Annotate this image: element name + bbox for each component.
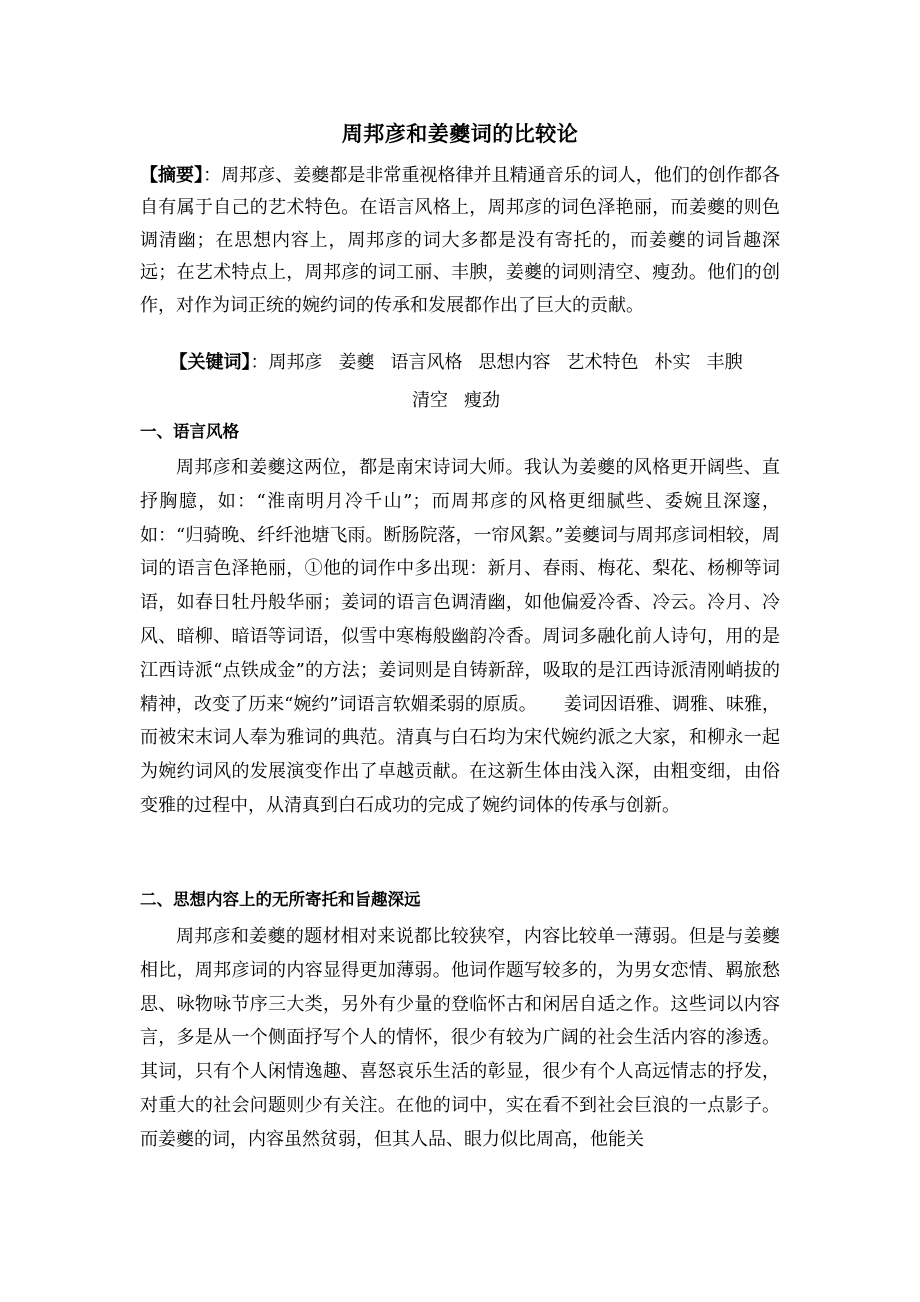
- keyword: 清空: [412, 390, 448, 411]
- section-heading-content: 二、思想内容上的无所寄托和旨趣深远: [140, 890, 421, 909]
- keyword: 丰腴: [706, 352, 743, 373]
- abstract-text: ：周邦彦、姜夔都是非常重视格律并且精通音乐的词人，他们的创作都各自有属于自己的艺术特色。在语言风格上，周邦彦的词色泽艳丽，而姜夔的则色调清幽；在思想内容上，周邦彦的词大多都是没有寄托的，而姜夔的词旨趣深远；在艺术特点上，周邦彦的词工丽、丰腴，姜夔的词则清空、瘦劲。他们的创作，对作为词正统的婉约词的传承和发展都作出了巨大的贡献。: [140, 165, 781, 316]
- keywords-separator: ：: [250, 352, 269, 373]
- keyword: 朴实: [654, 352, 691, 373]
- keyword: 艺术特色: [566, 352, 639, 373]
- section-paragraph-content: 周邦彦和姜夔的题材相对来说都比较狭窄，内容比较单一薄弱。但是与姜夔相比，周邦彦词的内容显得更加薄弱。他词作题写较多的，为男女恋情、羁旅愁思、咏物咏节序三大类，另外有少量的登临怀古和闲居自适之作。这些词以内容言，多是从一个侧面抒写个人的情怀，很少有较为广阔的社会生活内容的渗透。其词，只有个人闲情逸趣、喜怒哀乐生活的彰显，很少有个人高远情志的抒发，对重大的社会问题则少有关注。在他的词中，实在看不到社会巨浪的一点影子。而姜夔的词，内容虽然贫弱，但其人品、眼力似比周高，他能关: [140, 926, 780, 1150]
- section-heading-language-style: 一、语言风格: [140, 422, 239, 441]
- section-paragraph-language-style: 周邦彦和姜夔这两位，都是南宋诗词大师。我认为姜夔的风格更开阔些、直抒胸臆，如：“淮南明月冷千山”；而周邦彦的风格更细腻些、委婉且深邃，如：“归骑晚、纤纤池塘飞雨。断肠院落，一帘风絮。”姜夔词与周邦彦词相较，周词的语言色泽艳丽，①他的词作中多出现：新月、春雨、梅花、梨花、杨柳等词语，如春日牡丹般华丽；姜词的语言色调清幽，如他偏爱冷香、冷云。冷月、冷风、暗柳、暗语等词语，似雪中寒梅般幽韵冷香。周词多融化前人诗句，用的是江西诗派“点铁成金”的方法；姜词则是自铸新辞，吸取的是江西诗派清刚峭拔的精神，改变了历来“婉约”词语言软媚柔弱的原质。 姜词因语雅、调雅、味雅，而被宋末词人奉为雅词的典范。清真与白石均为宋代婉约派之大家，和柳永一起为婉约词风的发展演变作出了卓越贡献。在这新生体由浅入深，由粗变细，由俗变雅的过程中，从清真到白石成功的完成了婉约词体的传承与创新。: [140, 457, 780, 816]
- keyword: 姜夔: [338, 352, 375, 373]
- keyword: 瘦劲: [464, 390, 500, 411]
- keyword: 思想内容: [478, 352, 551, 373]
- abstract: [140, 160, 780, 322]
- abstract-label: 【摘要】: [140, 165, 204, 186]
- document-title: 周邦彦和姜夔词的比较论: [341, 122, 579, 146]
- keywords-label: 【关键词】: [169, 352, 251, 373]
- keyword: 语言风格: [390, 352, 463, 373]
- keywords: [140, 344, 780, 420]
- keyword: 周邦彦: [268, 352, 323, 373]
